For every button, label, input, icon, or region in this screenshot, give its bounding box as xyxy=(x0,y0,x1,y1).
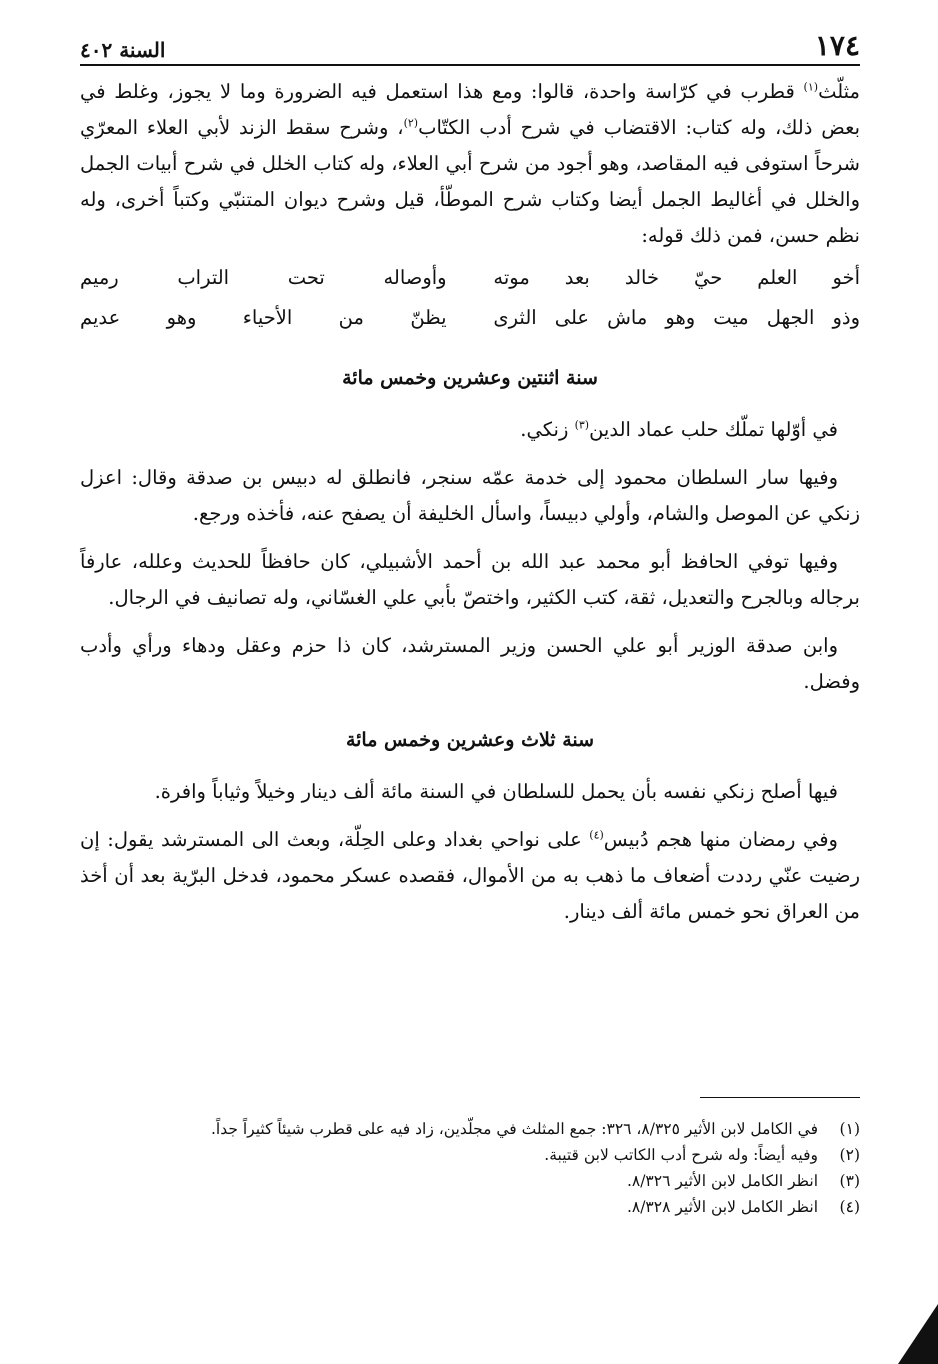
footnote-ref[interactable]: (٤) xyxy=(589,828,604,842)
main-text xyxy=(80,74,860,930)
poem-verses xyxy=(80,258,860,338)
paragraph: في أوّلها تملّك حلب عماد الدين$^{(٣)}$ زنكي. xyxy=(520,418,838,441)
verse-first-hemistich: أخو العلم حيّ خالد بعد موته xyxy=(493,266,860,289)
poem-verse xyxy=(80,298,860,338)
footnote-ref[interactable]: (٣) xyxy=(574,418,590,432)
footnote xyxy=(80,1142,860,1168)
verse-first-hemistich: وذو الجهل ميت وهو ماش على الثرى xyxy=(493,306,860,329)
paragraph: فيها أصلح زنكي نفسه بأن يحمل للسلطان في السنة مائة ألف دينار وخيلاً وثياباً وافرة. xyxy=(154,780,838,803)
footnote-text: في الكامل لابن الأثير ٨/٣٢٥، ٣٢٦: جمع المثلث في مجلّدين، زاد فيه على قطرب شيئاً كثيراً جداً. xyxy=(210,1120,818,1138)
footnote-ref[interactable]: (١) xyxy=(803,80,819,94)
footnote-text: انظر الكامل لابن الأثير ٨/٣٢٨. xyxy=(626,1198,818,1216)
footnote-separator xyxy=(700,1097,860,1098)
footnote-ref[interactable]: (٢) xyxy=(403,116,419,130)
paragraph: مثلّث$^{(١)}$ قطرب في كرّاسة واحدة، قالوا: ومع هذا استعمل فيه الضرورة وما لا يجوز، وغلط في بعض ذلك، وله كتاب: الاقتضاب في شرح أدب الكتّاب$^{(٢)}$، وشرح سقط الزند لأبي العلاء المعرّي شرحاً استوفى فيه المقاصد، وهو أجود من شرح أبي العلاء، وله كتاب الخلل في شرح أبيات الجمل والخلل في أغاليط الجمل أيضا وكتاب شرح الموطّأ، قيل وشرح ديوان المتنبّي وكتباً أخرى، وله نظم حسن، فمن ذلك قوله: xyxy=(80,80,861,247)
verse-second-hemistich: يظنّ من الأحياء وهو عديم xyxy=(80,306,447,329)
page-header xyxy=(80,26,860,66)
section-heading: سنة ثلاث وعشرين وخمس مائة xyxy=(345,729,595,751)
footnote-number: (٣) xyxy=(839,1172,860,1190)
paragraph: وفي رمضان منها هجم دُبيس$^{(٤)}$ على نواحي بغداد وعلى الحِلّة، وبعث الى المسترشد يقول: إن رضيت عنّي رددت أضعاف ما ذهب به من الأموال، فقصده عسكر محمود، فدخل البرّية بعد أن أخذ من العراق نحو خمس مائة ألف دينار. xyxy=(80,828,860,923)
verse-second-hemistich: وأوصاله تحت التراب رميم xyxy=(80,266,447,289)
footnote-text: وفيه أيضاً: وله شرح أدب الكاتب لابن قتيبة. xyxy=(544,1146,818,1164)
paragraph: وفيها توفي الحافظ أبو محمد عبد الله بن أحمد الأشبيلي، كان حافظاً للحديث وعلله، عارفاً برجاله وبالجرح والتعديل، ثقة، كتب الكثير، واختصّ بأبي علي الغسّاني، وله تصانيف في الرجال. xyxy=(80,550,860,609)
footnote-number: (١) xyxy=(839,1120,860,1138)
footnotes xyxy=(80,1116,860,1220)
poem-verse xyxy=(80,258,860,298)
section-heading: سنة اثنتين وعشرين وخمس مائة xyxy=(342,367,598,389)
footnote xyxy=(80,1116,860,1142)
footnote xyxy=(80,1194,860,1220)
footnote xyxy=(80,1168,860,1194)
page-corner-mark xyxy=(898,1304,938,1364)
footnote-text: انظر الكامل لابن الأثير ٨/٣٢٦. xyxy=(626,1172,818,1190)
page-number: ١٧٤ xyxy=(814,29,860,62)
running-year-label: السنة ٤٠٢ xyxy=(80,38,166,62)
footnote-number: (٤) xyxy=(839,1198,860,1216)
paragraph: وابن صدقة الوزير أبو علي الحسن وزير المسترشد، كان ذا حزم وعقل ودهاء ورأي وأدب وفضل. xyxy=(80,634,860,693)
paragraph: وفيها سار السلطان محمود إلى خدمة عمّه سنجر، فانطلق له دبيس بن صدقة وقال: اعزل زنكي عن الموصل والشام، وأولي دبيساً، واسأل الخليفة أن يصفح عنه، فأخذه ورجع. xyxy=(80,466,860,525)
footnote-number: (٢) xyxy=(839,1146,860,1164)
